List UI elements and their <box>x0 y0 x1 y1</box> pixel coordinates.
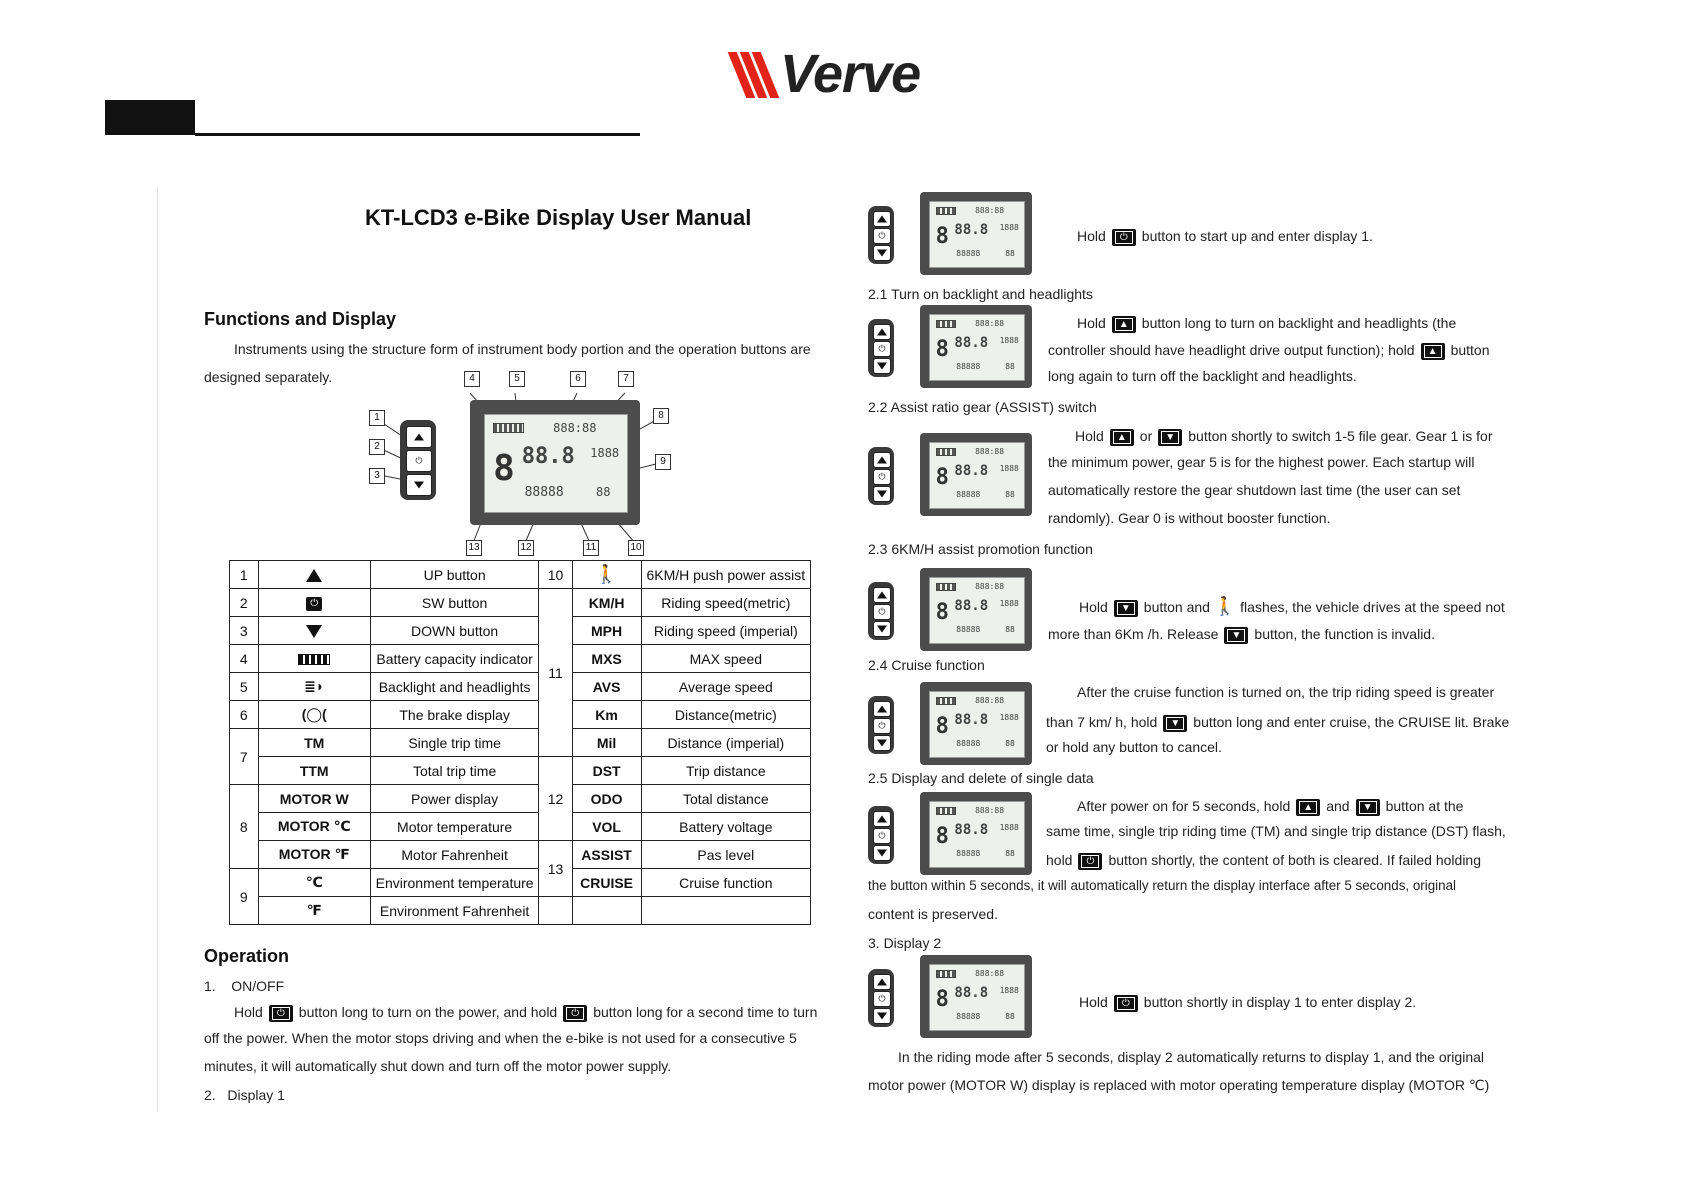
callout-7: 7 <box>618 371 634 387</box>
lcd-right-digits: 1888 <box>999 335 1019 345</box>
row-label: Distance(metric) <box>641 701 810 729</box>
walk-icon: 🚶 <box>572 561 641 589</box>
lcd-right-digits: 1888 <box>999 712 1019 722</box>
up-button[interactable] <box>873 701 892 717</box>
up-button[interactable] <box>873 324 892 340</box>
row-label: Environment Fahrenheit <box>370 897 539 925</box>
down-button[interactable] <box>873 621 892 637</box>
section-3-title: 3. Display 2 <box>868 935 942 951</box>
down-button-icon: ▼ <box>1356 799 1380 816</box>
down-arrow-icon <box>877 363 887 370</box>
table-row <box>230 729 811 757</box>
lcd-right-small: 88 <box>1005 848 1015 858</box>
lcd-screen <box>929 577 1025 644</box>
battery-icon <box>936 697 957 705</box>
s3-line1: Hold ⏻ button shortly in display 1 to enter display 2. <box>1079 994 1417 1010</box>
lcd-assist-digit: 8 <box>935 824 949 850</box>
callout-8: 8 <box>653 408 669 424</box>
up-arrow-icon <box>877 591 887 598</box>
down-arrow-icon <box>877 850 887 857</box>
row-number: 8 <box>230 785 259 869</box>
down-button[interactable] <box>873 486 892 502</box>
power-icon: ⏻ <box>878 830 886 841</box>
battery-icon <box>936 448 957 456</box>
table-row <box>230 785 811 813</box>
row-label: Average speed <box>641 673 810 701</box>
callout-10: 10 <box>628 540 644 556</box>
walk-icon: 🚶 <box>1213 596 1237 616</box>
up-triangle-icon <box>306 569 322 582</box>
lcd-screen <box>929 442 1025 509</box>
spec-table-body <box>230 561 811 925</box>
power-button-icon: ⏻ <box>1114 995 1138 1012</box>
row-code: MOTOR ℉ <box>258 841 370 869</box>
logo-text: Verve <box>780 44 921 104</box>
lcd-right-digits: 1888 <box>999 985 1019 995</box>
lcd-speed-digits: 88.8 <box>954 221 989 238</box>
verve-logo <box>735 44 965 104</box>
up-arrow-icon <box>877 456 887 463</box>
lcd-screen <box>929 314 1025 381</box>
lcd-assist-digit: 8 <box>935 600 949 626</box>
button-pad-figure <box>868 806 894 864</box>
display-diagram <box>355 368 685 558</box>
item1-line1: Hold ⏻ button long to turn on the power, and hold ⏻ button long for a second time to turn <box>234 1004 818 1020</box>
lcd-assist-digit: 8 <box>935 224 949 250</box>
headlight-icon: ≣◗ <box>258 673 370 701</box>
functions-intro: Instruments using the structure form of instrument body portion and the operation buttons are <box>234 341 811 357</box>
lcd-right-small: 88 <box>1005 1011 1015 1021</box>
row-label: Distance (imperial) <box>641 729 810 757</box>
row-number: 9 <box>230 869 259 925</box>
up-arrow-icon <box>877 815 887 822</box>
s3-line3: motor power (MOTOR W) display is replaced with motor operating temperature display (MOTOR ℃) <box>868 1077 1490 1093</box>
row-code: Km <box>572 701 641 729</box>
power-button[interactable] <box>406 450 431 471</box>
row-code: ODO <box>572 785 641 813</box>
brake-icon: (◯( <box>258 701 370 729</box>
up-arrow-icon <box>877 705 887 712</box>
row-number: 12 <box>539 757 572 841</box>
row-code: VOL <box>572 813 641 841</box>
row-label: Pas level <box>641 841 810 869</box>
down-arrow-icon <box>877 1013 887 1020</box>
row-label: Motor Fahrenheit <box>370 841 539 869</box>
s24-line3: or hold any button to cancel. <box>1046 739 1222 755</box>
lcd-bottom-digits: 88888 <box>956 248 981 258</box>
lcd-bottom-digits: 88888 <box>524 484 564 500</box>
down-arrow-icon <box>877 740 887 747</box>
row-label: The brake display <box>370 701 539 729</box>
power-icon: ⏻ <box>415 455 423 466</box>
row-code: ℉ <box>258 897 370 925</box>
button-pad-figure <box>868 696 894 754</box>
s21-line2: controller should have headlight drive output function); hold ▲ button <box>1048 342 1490 358</box>
lcd-top-digits: 888:88 <box>975 696 1005 705</box>
lcd-top-digits: 888:88 <box>975 969 1005 978</box>
row-label: Single trip time <box>370 729 539 757</box>
row-label: Cruise function <box>641 869 810 897</box>
up-button[interactable] <box>873 811 892 827</box>
power-button-icon: ⏻ <box>1112 229 1136 246</box>
lcd-speed-digits: 88.8 <box>954 462 989 479</box>
down-button[interactable] <box>873 245 892 261</box>
row-code: MPH <box>572 617 641 645</box>
lcd-assist-digit: 8 <box>493 447 515 489</box>
lcd-right-small: 88 <box>1005 489 1015 499</box>
s25-line3: hold ⏻ button shortly, the content of both is cleared. If failed holding <box>1046 852 1481 868</box>
down-button[interactable] <box>406 474 431 495</box>
table-icon-cell <box>258 645 370 673</box>
down-arrow-icon <box>877 626 887 633</box>
down-button-icon: ▼ <box>1158 429 1182 446</box>
table-row <box>230 645 811 673</box>
s23-line1: Hold ▼ button and 🚶 flashes, the vehicle drives at the speed not <box>1079 596 1505 616</box>
table-row <box>230 701 811 729</box>
callout-9: 9 <box>655 454 671 470</box>
row-number <box>539 897 572 925</box>
lcd-display <box>470 400 640 525</box>
up-button[interactable] <box>873 211 892 227</box>
s25-line4: the button within 5 seconds, it will automatically return the display interface after 5 seconds, original <box>868 878 1457 893</box>
lcd-screen <box>929 964 1025 1031</box>
power-button-icon: ⏻ <box>563 1005 587 1022</box>
functions-intro-end: designed separately. <box>204 369 333 385</box>
table-icon-cell <box>258 561 370 589</box>
row-label: Total trip time <box>370 757 539 785</box>
callout-13: 13 <box>466 540 482 556</box>
lcd-speed-digits: 88.8 <box>521 444 575 469</box>
up-arrow-icon <box>414 433 424 440</box>
table-icon-cell <box>258 589 370 617</box>
lcd-bottom-digits: 88888 <box>956 361 981 371</box>
row-code <box>572 897 641 925</box>
item2-heading: 2. Display 1 <box>204 1087 285 1103</box>
power-icon: ⏻ <box>878 471 886 482</box>
row-label: 6KM/H push power assist <box>641 561 810 589</box>
row-number: 3 <box>230 617 259 645</box>
s24-line1: After the cruise function is turned on, the trip riding speed is greater <box>1077 684 1495 700</box>
power-button[interactable] <box>873 341 892 357</box>
row-code: TM <box>258 729 370 757</box>
lcd-right-small: 88 <box>1005 624 1015 634</box>
lcd-screen <box>484 414 629 514</box>
row-number: 2 <box>230 589 259 617</box>
power-button[interactable] <box>873 228 892 244</box>
s25-line1: After power on for 5 seconds, hold ▲ and ▼ button at the <box>1077 798 1464 814</box>
down-button[interactable] <box>873 735 892 751</box>
battery-icon <box>936 207 957 215</box>
power-button[interactable] <box>873 604 892 620</box>
lcd-top-digits: 888:88 <box>975 582 1005 591</box>
button-pad-figure <box>868 447 894 505</box>
section-2-1-title: 2.1 Turn on backlight and headlights <box>868 286 1093 302</box>
down-triangle-icon <box>306 625 322 638</box>
row-code: ASSIST <box>572 841 641 869</box>
up-button[interactable] <box>873 587 892 603</box>
table-row <box>230 897 811 925</box>
power-button[interactable] <box>873 469 892 485</box>
item1-heading: 1. ON/OFF <box>204 978 285 994</box>
battery-icon <box>936 970 957 978</box>
button-pad-figure <box>868 319 894 377</box>
button-pad-figure <box>868 582 894 640</box>
row-code: MOTOR ℃ <box>258 813 370 841</box>
functions-heading: Functions and Display <box>204 309 397 329</box>
button-pad-figure <box>868 206 894 264</box>
callout-4: 4 <box>464 371 480 387</box>
power-icon: ⏻ <box>878 993 886 1004</box>
header-rule <box>195 133 640 136</box>
page-title: KT-LCD3 e-Bike Display User Manual <box>365 205 752 230</box>
power-icon: ⏻ <box>306 597 322 611</box>
down-button-icon: ▼ <box>1224 627 1248 644</box>
table-row <box>230 673 811 701</box>
table-row <box>230 561 811 589</box>
lcd-top-digits: 888:88 <box>975 447 1005 456</box>
up-button-icon: ▲ <box>1110 429 1134 446</box>
row-code: Mil <box>572 729 641 757</box>
callout-12: 12 <box>518 540 534 556</box>
lcd-assist-digit: 8 <box>935 465 949 491</box>
row-code: TTM <box>258 757 370 785</box>
row-label: SW button <box>370 589 539 617</box>
lcd-right-small: 88 <box>1005 738 1015 748</box>
lcd-screen <box>929 801 1025 868</box>
row-label: Battery capacity indicator <box>370 645 539 673</box>
up-button[interactable] <box>406 426 431 447</box>
table-row <box>230 757 811 785</box>
row-label: Backlight and headlights <box>370 673 539 701</box>
lcd-assist-digit: 8 <box>935 714 949 740</box>
s24-line2: than 7 km/ h, hold ▼ button long and enter cruise, the CRUISE lit. Brake <box>1046 714 1510 730</box>
lcd-bottom-digits: 88888 <box>956 624 981 634</box>
up-arrow-icon <box>877 978 887 985</box>
s3-line2: In the riding mode after 5 seconds, display 2 automatically returns to display 1, and the original <box>898 1049 1484 1065</box>
header-block <box>105 100 195 135</box>
table-row <box>230 813 811 841</box>
callout-6: 6 <box>570 371 586 387</box>
lcd-right-digits: 1888 <box>999 222 1019 232</box>
up-button[interactable] <box>873 452 892 468</box>
down-button[interactable] <box>873 845 892 861</box>
table-row <box>230 589 811 617</box>
power-icon: ⏻ <box>878 720 886 731</box>
s25-line2: same time, single trip riding time (TM) and single trip distance (DST) flash, <box>1046 823 1506 839</box>
down-arrow-icon <box>877 250 887 257</box>
item1-line3: minutes, it will automatically shut down and turn off the motor power supply. <box>204 1058 672 1074</box>
lcd-speed-digits: 88.8 <box>954 711 989 728</box>
power-icon: ⏻ <box>878 343 886 354</box>
button-pad-figure <box>868 969 894 1027</box>
row-number: 5 <box>230 673 259 701</box>
down-button-icon: ▼ <box>1163 715 1187 732</box>
up-button-icon: ▲ <box>1421 343 1445 360</box>
battery-icon <box>493 423 524 434</box>
lcd-top-digits: 888:88 <box>553 420 597 435</box>
margin-rule <box>157 186 158 1112</box>
power-button-icon: ⏻ <box>269 1005 293 1022</box>
lcd-display-figure <box>920 955 1032 1038</box>
row-code: DST <box>572 757 641 785</box>
lcd-screen <box>929 201 1025 268</box>
lcd-display-figure <box>920 792 1032 875</box>
row-label: Riding speed (imperial) <box>641 617 810 645</box>
spec-table <box>229 560 811 925</box>
button-pad <box>400 420 436 500</box>
lcd-bottom-digits: 88888 <box>956 489 981 499</box>
lcd-display-figure <box>920 433 1032 516</box>
lcd-speed-digits: 88.8 <box>954 984 989 1001</box>
power-button[interactable] <box>873 991 892 1007</box>
lcd-display-figure <box>920 192 1032 275</box>
row-label: Battery voltage <box>641 813 810 841</box>
battery-icon <box>936 320 957 328</box>
battery-icon <box>936 583 957 591</box>
row-number: 7 <box>230 729 259 785</box>
lcd-display-figure <box>920 305 1032 388</box>
lcd-right-digits: 1888 <box>999 463 1019 473</box>
table-row <box>230 617 811 645</box>
up-button[interactable] <box>873 974 892 990</box>
up-button-icon: ▲ <box>1296 799 1320 816</box>
s25-line5: content is preserved. <box>868 906 998 922</box>
row-label <box>641 897 810 925</box>
lcd-bottom-digits: 88888 <box>956 848 981 858</box>
row-number: 13 <box>539 841 572 897</box>
callout-3: 3 <box>369 468 385 484</box>
lcd-right-small: 88 <box>595 484 611 499</box>
lcd-speed-digits: 88.8 <box>954 334 989 351</box>
down-arrow-icon <box>877 491 887 498</box>
table-icon-cell <box>258 617 370 645</box>
row-label: Power display <box>370 785 539 813</box>
table-row <box>230 869 811 897</box>
s21-line1: Hold ▲ button long to turn on backlight and headlights (the <box>1077 315 1457 331</box>
row-code: ℃ <box>258 869 370 897</box>
s22-line2: the minimum power, gear 5 is for the highest power. Each startup will <box>1048 454 1475 470</box>
lcd-right-digits: 1888 <box>590 445 620 460</box>
lcd-top-digits: 888:88 <box>975 806 1005 815</box>
item1-line2: off the power. When the motor stops driving and when the e-bike is not used for a consecutive 5 <box>204 1030 797 1046</box>
lcd-bottom-digits: 88888 <box>956 738 981 748</box>
down-button[interactable] <box>873 358 892 374</box>
battery-icon <box>936 807 957 815</box>
battery-icon <box>298 654 330 665</box>
callout-2: 2 <box>369 439 385 455</box>
row-number: 4 <box>230 645 259 673</box>
lcd-top-digits: 888:88 <box>975 319 1005 328</box>
table-row <box>230 841 811 869</box>
callout-1: 1 <box>369 410 385 426</box>
row-label: UP button <box>370 561 539 589</box>
lcd-speed-digits: 88.8 <box>954 597 989 614</box>
lcd-assist-digit: 8 <box>935 337 949 363</box>
lcd-top-digits: 888:88 <box>975 206 1005 215</box>
power-icon: ⏻ <box>878 230 886 241</box>
down-button[interactable] <box>873 1008 892 1024</box>
s0-text: Hold ⏻ button to start up and enter display 1. <box>1077 228 1373 244</box>
lcd-right-digits: 1888 <box>999 598 1019 608</box>
row-code: CRUISE <box>572 869 641 897</box>
row-label: DOWN button <box>370 617 539 645</box>
section-2-5-title: 2.5 Display and delete of single data <box>868 770 1094 786</box>
up-arrow-icon <box>877 328 887 335</box>
section-2-3-title: 2.3 6KM/H assist promotion function <box>868 541 1093 557</box>
callout-5: 5 <box>509 371 525 387</box>
row-label: Total distance <box>641 785 810 813</box>
row-code: MXS <box>572 645 641 673</box>
operation-heading: Operation <box>204 946 290 966</box>
lcd-bottom-digits: 88888 <box>956 1011 981 1021</box>
down-arrow-icon <box>414 481 424 488</box>
row-label: Trip distance <box>641 757 810 785</box>
lcd-speed-digits: 88.8 <box>954 821 989 838</box>
row-label: Motor temperature <box>370 813 539 841</box>
s21-line3: long again to turn off the backlight and headlights. <box>1048 368 1357 384</box>
callout-11: 11 <box>583 540 599 556</box>
row-number: 10 <box>539 561 572 589</box>
power-icon: ⏻ <box>878 606 886 617</box>
lcd-screen <box>929 691 1025 758</box>
row-code: KM/H <box>572 589 641 617</box>
row-number: 1 <box>230 561 259 589</box>
row-label: MAX speed <box>641 645 810 673</box>
section-2-4-title: 2.4 Cruise function <box>868 657 985 673</box>
power-button-icon: ⏻ <box>1078 853 1102 870</box>
s22-line4: randomly). Gear 0 is without booster function. <box>1048 510 1331 526</box>
lcd-right-digits: 1888 <box>999 822 1019 832</box>
s22-line3: automatically restore the gear shutdown last time (the user can set <box>1048 482 1461 498</box>
lcd-right-small: 88 <box>1005 361 1015 371</box>
row-number: 6 <box>230 701 259 729</box>
lcd-display-figure <box>920 682 1032 765</box>
power-button[interactable] <box>873 828 892 844</box>
up-arrow-icon <box>877 215 887 222</box>
row-label: Environment temperature <box>370 869 539 897</box>
row-label: Riding speed(metric) <box>641 589 810 617</box>
row-code: AVS <box>572 673 641 701</box>
lcd-assist-digit: 8 <box>935 987 949 1013</box>
section-2-2-title: 2.2 Assist ratio gear (ASSIST) switch <box>868 399 1097 415</box>
s23-line2: more than 6Km /h. Release ▼ button, the function is invalid. <box>1048 626 1435 642</box>
up-button-icon: ▲ <box>1112 316 1136 333</box>
down-button-icon: ▼ <box>1114 600 1138 617</box>
lcd-right-small: 88 <box>1005 248 1015 258</box>
row-code: MOTOR W <box>258 785 370 813</box>
row-number: 11 <box>539 589 572 757</box>
power-button[interactable] <box>873 718 892 734</box>
s22-line1: Hold ▲ or ▼ button shortly to switch 1-5 file gear. Gear 1 is for <box>1075 428 1493 444</box>
lcd-display-figure <box>920 568 1032 651</box>
